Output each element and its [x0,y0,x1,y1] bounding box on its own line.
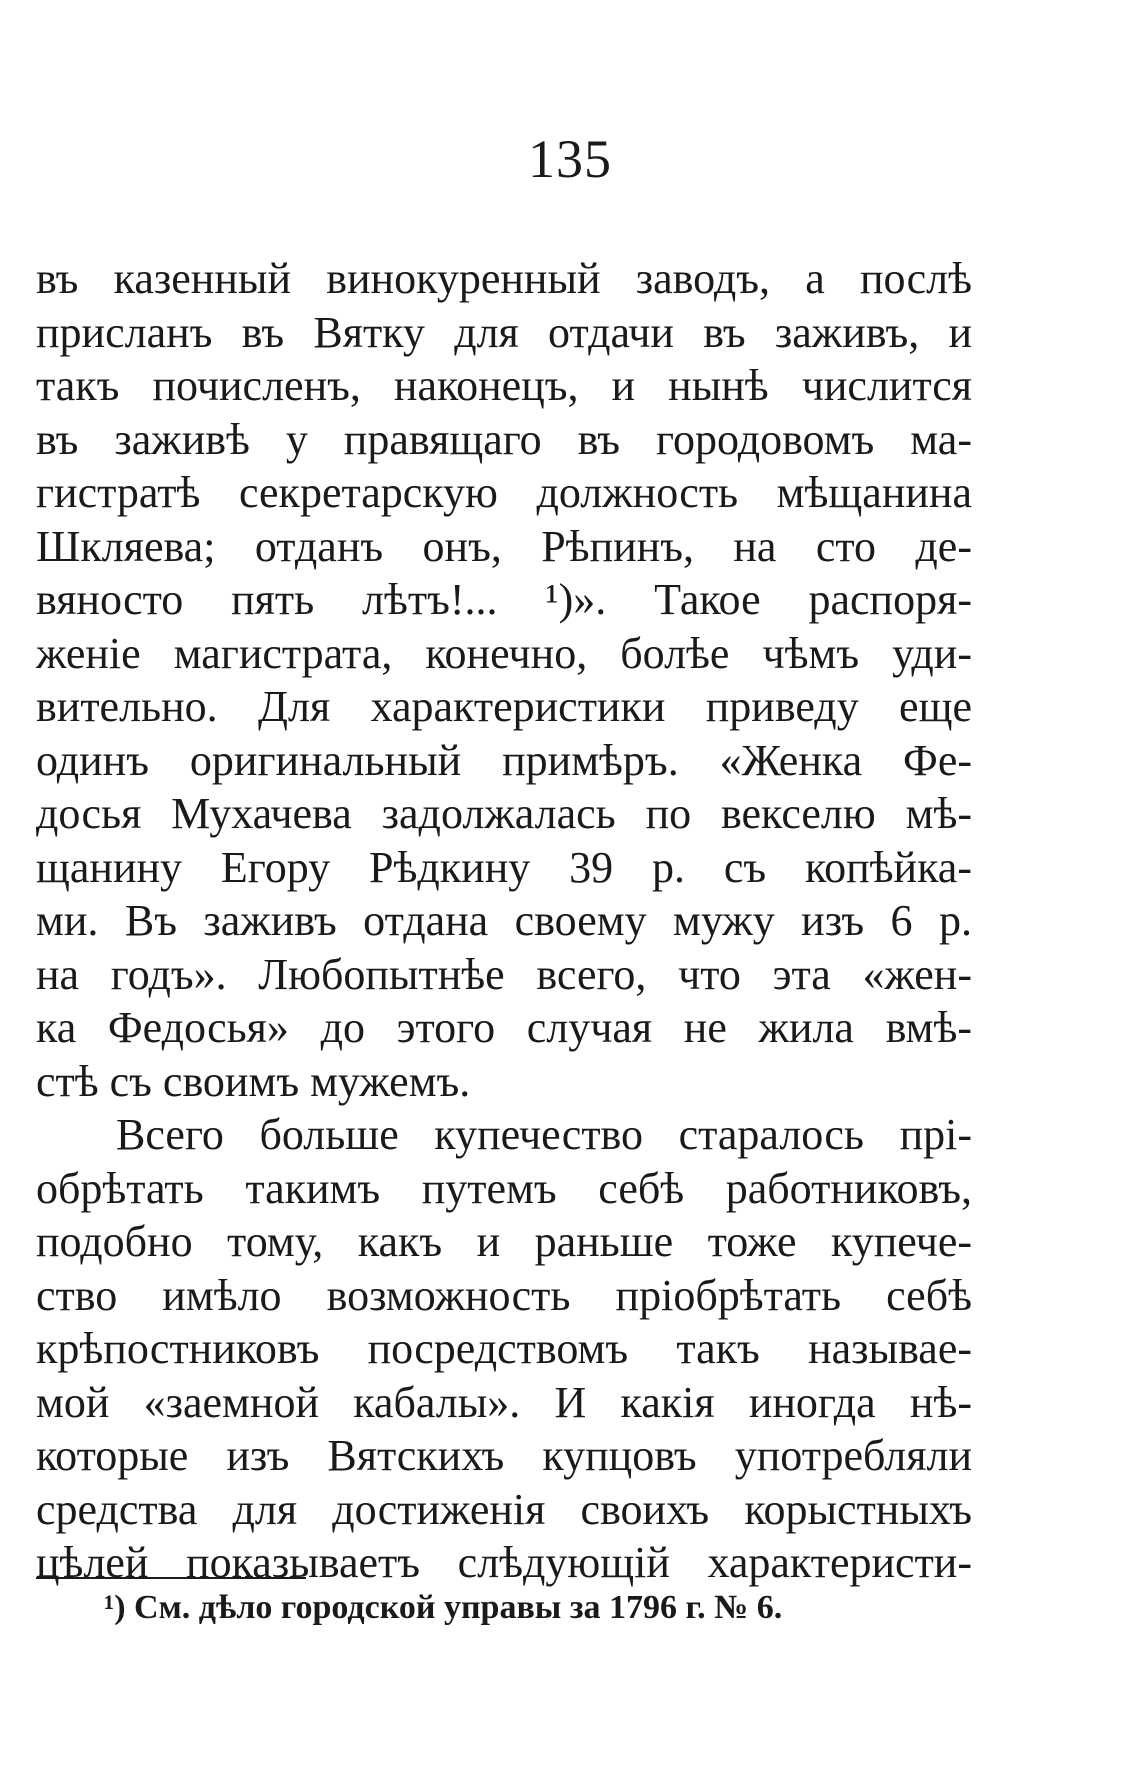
text-line: досья Мухачева задолжалась по векселю мѣ- [36,789,972,838]
text-line: крѣпостниковъ посредствомъ такъ называе- [36,1324,972,1373]
text-line: цѣлей показываетъ слѣдующій характеристи- [36,1538,972,1587]
footnote: ¹) См. дѣло городской управы за 1796 г. № 6. [104,1589,783,1626]
text-line: ство имѣло возможность пріобрѣтать себѣ [36,1270,972,1320]
text-line: въ заживѣ у правящаго въ городовомъ ма- [36,414,972,464]
text-line: гистратѣ секретарскую должность мѣщанина [36,468,972,517]
text-line: средства для достиженія своихъ корыстныхъ [36,1484,972,1534]
text-line: такъ почисленъ, наконецъ, и нынѣ числится [36,361,972,410]
text-line: ми. Въ заживъ отдана своему мужу изъ 6 р. [36,896,972,945]
footnote-divider [36,1577,306,1579]
text-line: мой «заемной кабалы». И какія иногда нѣ- [36,1377,972,1427]
text-line: щанину Егору Рѣдкину 39 р. съ копѣйка- [36,842,972,892]
text-line: женіе магистрата, конечно, болѣе чѣмъ уди- [36,628,972,678]
text-line: вяносто пять лѣтъ!... ¹)». Такое распоря- [36,575,972,624]
text-line: стѣ съ своимъ мужемъ. [36,1056,471,1106]
text-line: Шкляева; отданъ онъ, Рѣпинъ, на сто де- [36,521,972,571]
text-line: ка Федосья» до этого случая не жила вмѣ- [36,1003,972,1052]
text-line: одинъ оригинальный примѣръ. «Женка Фе- [36,735,972,785]
text-line: обрѣтать такимъ путемъ себѣ работниковъ, [36,1163,972,1213]
text-line: въ казенный винокуренный заводъ, а послѣ [36,254,972,303]
paragraph-start-line: Всего больше купечество старалось прі- [116,1110,972,1159]
text-line: вительно. Для характеристики приведу еще [36,682,972,731]
text-line: подобно тому, какъ и раньше тоже купече- [36,1217,972,1266]
text-line: на годъ». Любопытнѣе всего, что эта «жен- [36,949,972,999]
page-number: 135 [528,129,612,189]
body-text [36,252,972,1590]
text-line: присланъ въ Вятку для отдачи въ заживъ, и [36,307,972,357]
text-line: которые изъ Вятскихъ купцовъ употребляли [36,1431,972,1480]
